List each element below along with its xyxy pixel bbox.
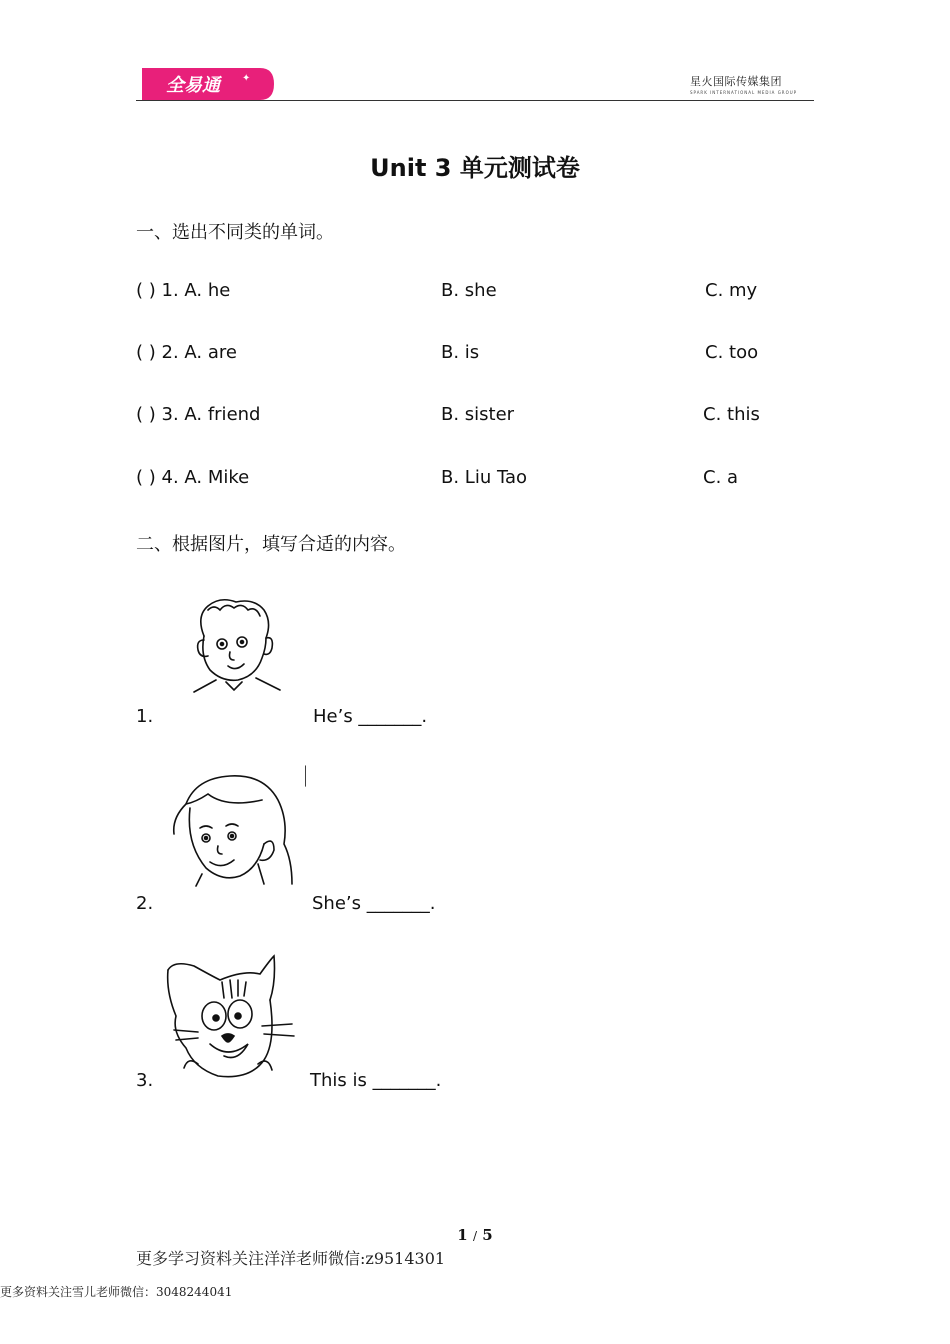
q3-option-b: B. sister — [441, 404, 515, 425]
page-number — [0, 1226, 950, 1244]
q2-option-b: B. is — [441, 342, 480, 363]
publisher-block — [690, 73, 800, 95]
sparkle-icon: ✦ — [242, 73, 251, 84]
q1-option-b: B. she — [441, 280, 497, 301]
item3-number: 3. — [136, 1070, 154, 1091]
boy-face-drawing — [186, 596, 286, 696]
page-separator: / — [472, 1229, 478, 1243]
footer-note-1: 更多学习资料关注洋洋老师微信:z9514301 — [136, 1249, 446, 1268]
q1-option-c: C. my — [705, 280, 758, 301]
header-divider — [136, 100, 814, 101]
item3-blank: This is _______. — [310, 1070, 442, 1091]
publisher-name: 星火国际传媒集团 — [690, 75, 782, 88]
publisher-subtitle: SPARK INTERNATIONAL MEDIA GROUP — [690, 90, 798, 95]
footer-note-2: 更多资料关注雪儿老师微信：3048244041 — [0, 1285, 233, 1299]
item2-blank: She’s _______. — [312, 893, 436, 914]
item1-blank: He’s _______. — [313, 706, 428, 727]
logo-text: 全易通 — [166, 75, 220, 96]
q1-option-a: ( ) 1. A. he — [136, 280, 231, 301]
total-pages: 5 — [482, 1226, 493, 1244]
girl-face-drawing — [166, 764, 306, 890]
q3-option-c: C. this — [703, 404, 760, 425]
page-title: Unit 3 单元测试卷 — [370, 154, 580, 182]
item2-number: 2. — [136, 893, 154, 914]
q4-option-a: ( ) 4. A. Mike — [136, 467, 250, 488]
q4-option-c: C. a — [703, 467, 739, 488]
q4-option-b: B. Liu Tao — [441, 467, 528, 488]
cat-face-drawing — [164, 952, 304, 1082]
current-page: 1 — [457, 1226, 468, 1244]
section1-heading: 一、选出不同类的单词。 — [136, 222, 334, 243]
logo-badge — [142, 68, 274, 100]
section2-heading: 二、根据图片，填写合适的内容。 — [136, 534, 406, 555]
q2-option-a: ( ) 2. A. are — [136, 342, 237, 363]
brand-logo — [142, 68, 274, 100]
q3-option-a: ( ) 3. A. friend — [136, 404, 261, 425]
q2-option-c: C. too — [705, 342, 759, 363]
item1-number: 1. — [136, 706, 154, 727]
